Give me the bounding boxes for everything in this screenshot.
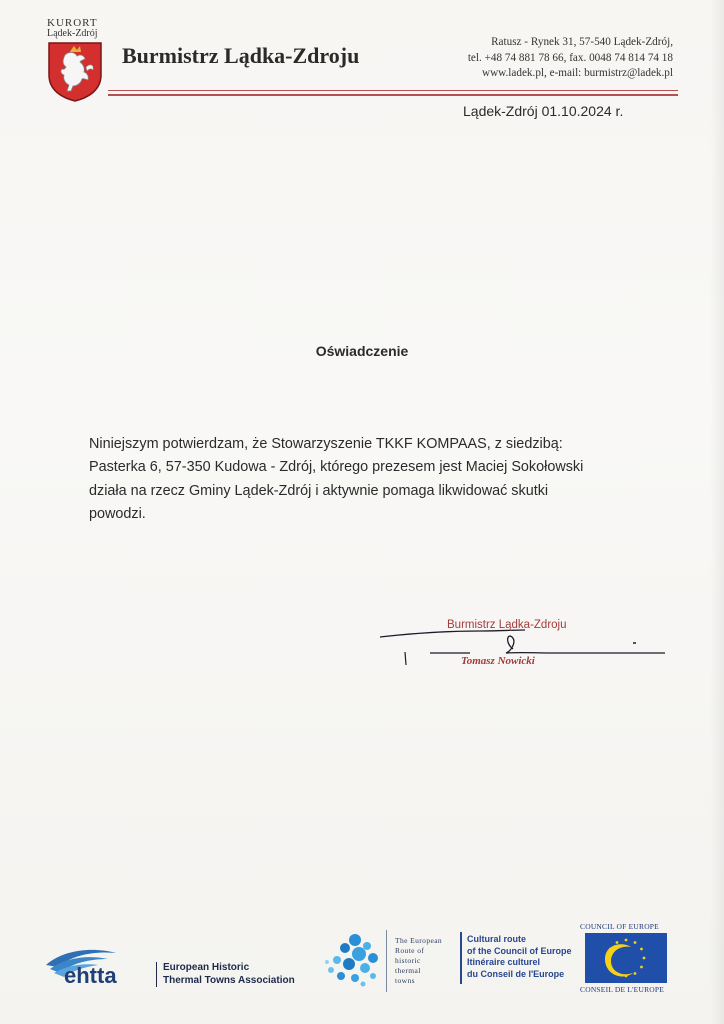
document-heading: Oświadczenie (315, 343, 409, 359)
route-divider (386, 930, 387, 992)
stamp-title: Burmistrz Lądka-Zdroju (447, 619, 567, 631)
ehtta-line: European Historic (163, 962, 250, 973)
conseil-de-l-europe-label: CONSEIL DE L'EUROPE (580, 985, 665, 994)
ehtta-line: Thermal Towns Association (163, 974, 295, 986)
thermal-route-bubbles-icon (323, 932, 383, 988)
cultural-line: Itinéraire culturel (467, 957, 541, 967)
web-email-line: www.ladek.pl, e-mail: burmistrz@ladek.pl (481, 67, 673, 79)
council-of-europe-flag-icon (585, 933, 667, 983)
stamp-name: Tomasz Nowicki (461, 655, 535, 667)
route-caption (395, 936, 442, 986)
ehtta-logo-icon (44, 943, 156, 987)
body-line: Niniejszym potwierdzam, że Stowarzyszenie TKKF KOMPAAS, z siedzibą: (89, 436, 563, 452)
kurort-town: Lądek-Zdrój (47, 28, 98, 39)
cultural-line: of the Council of Europe (467, 945, 572, 956)
address-line: Ratusz - Rynek 31, 57-540 Lądek-Zdrój, (491, 36, 673, 48)
council-of-europe-label: COUNCIL OF EUROPE (580, 922, 659, 931)
phone-fax-line: tel. +48 74 881 78 66, fax. 0048 74 814 74 18 (467, 51, 673, 64)
coat-of-arms-icon (47, 41, 103, 102)
route-line: historic (395, 956, 421, 965)
route-line: towns (395, 976, 415, 985)
cultural-route-bar (460, 932, 462, 984)
body-line: działa na rzecz Gminy Lądek-Zdrój i aktywnie pomaga likwidować skutki (89, 482, 549, 499)
kurort-label: KURORT (47, 17, 98, 29)
route-line: The European (395, 936, 443, 945)
letterhead-rule-thin (108, 90, 678, 91)
letter-date: Lądek-Zdrój 01.10.2024 r. (463, 103, 624, 119)
ehtta-divider (156, 962, 157, 987)
body-line: powodzi. (89, 506, 146, 523)
letterhead-title: Burmistrz Lądka-Zdroju (122, 43, 360, 68)
route-line: Route of (395, 946, 425, 955)
body-line: Pasterka 6, 57-350 Kudowa - Zdrój, którego prezesem jest Maciej Sokołowski (89, 459, 584, 476)
letterhead-address (423, 35, 673, 82)
cultural-line: du Conseil de l'Europe (467, 968, 565, 979)
route-line: thermal (395, 966, 421, 975)
cultural-line: Cultural route (467, 934, 527, 944)
letterhead-rule-thick (108, 94, 678, 96)
cultural-route-caption (467, 934, 572, 980)
ehtta-caption (163, 962, 295, 987)
ehtta-wordmark: ehtta (64, 963, 117, 987)
document-body (89, 433, 629, 527)
